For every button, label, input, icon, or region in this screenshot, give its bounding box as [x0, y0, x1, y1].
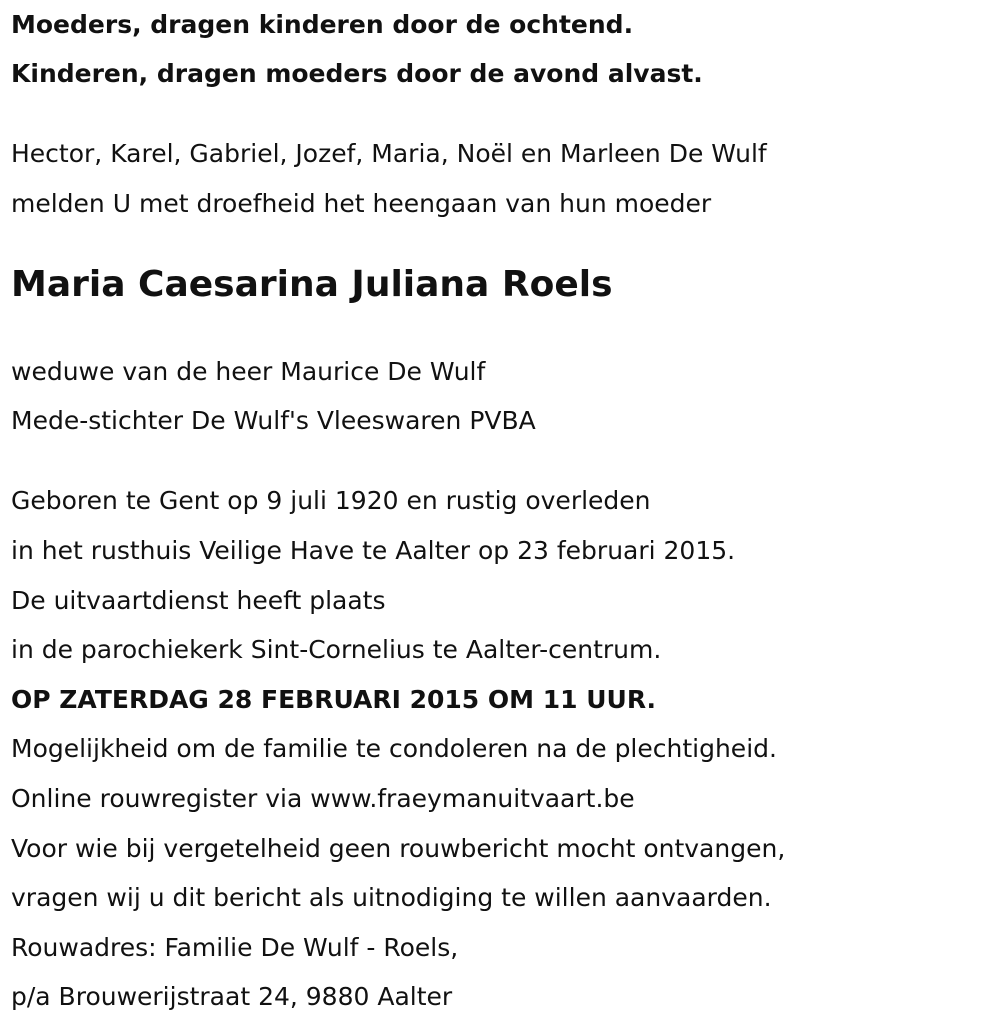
service-date-line: OP ZATERDAG 28 FEBRUARI 2015 OM 11 UUR.	[11, 685, 657, 714]
detail-line-4: in de parochiekerk Sint-Cornelius te Aalter-centrum.	[11, 635, 662, 664]
detail-line-1: Geboren te Gent op 9 juli 1920 en rustig overleden	[11, 486, 651, 515]
detail-line-8: Voor wie bij vergetelheid geen rouwbericht mocht ontvangen,	[11, 834, 786, 863]
poem-line-2: Kinderen, dragen moeders door de avond alvast.	[11, 59, 703, 88]
mourning-address-line-2: p/a Brouwerijstraat 24, 9880 Aalter	[11, 982, 453, 1011]
detail-line-2: in het rusthuis Veilige Have te Aalter op 23 februari 2015.	[11, 536, 736, 565]
online-register-line: Online rouwregister via www.fraeymanuitvaart.be	[11, 784, 635, 813]
deceased-name: Maria Caesarina Juliana Roels	[11, 264, 613, 305]
announcement-line-1: Hector, Karel, Gabriel, Jozef, Maria, Noël en Marleen De Wulf	[11, 139, 767, 168]
poem-line-1: Moeders, dragen kinderen door de ochtend.	[11, 10, 634, 39]
announcement-line-2: melden U met droefheid het heengaan van hun moeder	[11, 189, 712, 218]
mourning-address-line-1: Rouwadres: Familie De Wulf - Roels,	[11, 933, 459, 962]
detail-line-6: Mogelijkheid om de familie te condoleren na de plechtigheid.	[11, 734, 777, 763]
detail-line-9: vragen wij u dit bericht als uitnodiging te willen aanvaarden.	[11, 883, 772, 912]
relation-line-2: Mede-stichter De Wulf's Vleeswaren PVBA	[11, 406, 536, 435]
detail-line-3: De uitvaartdienst heeft plaats	[11, 586, 386, 615]
relation-line-1: weduwe van de heer Maurice De Wulf	[11, 357, 486, 386]
